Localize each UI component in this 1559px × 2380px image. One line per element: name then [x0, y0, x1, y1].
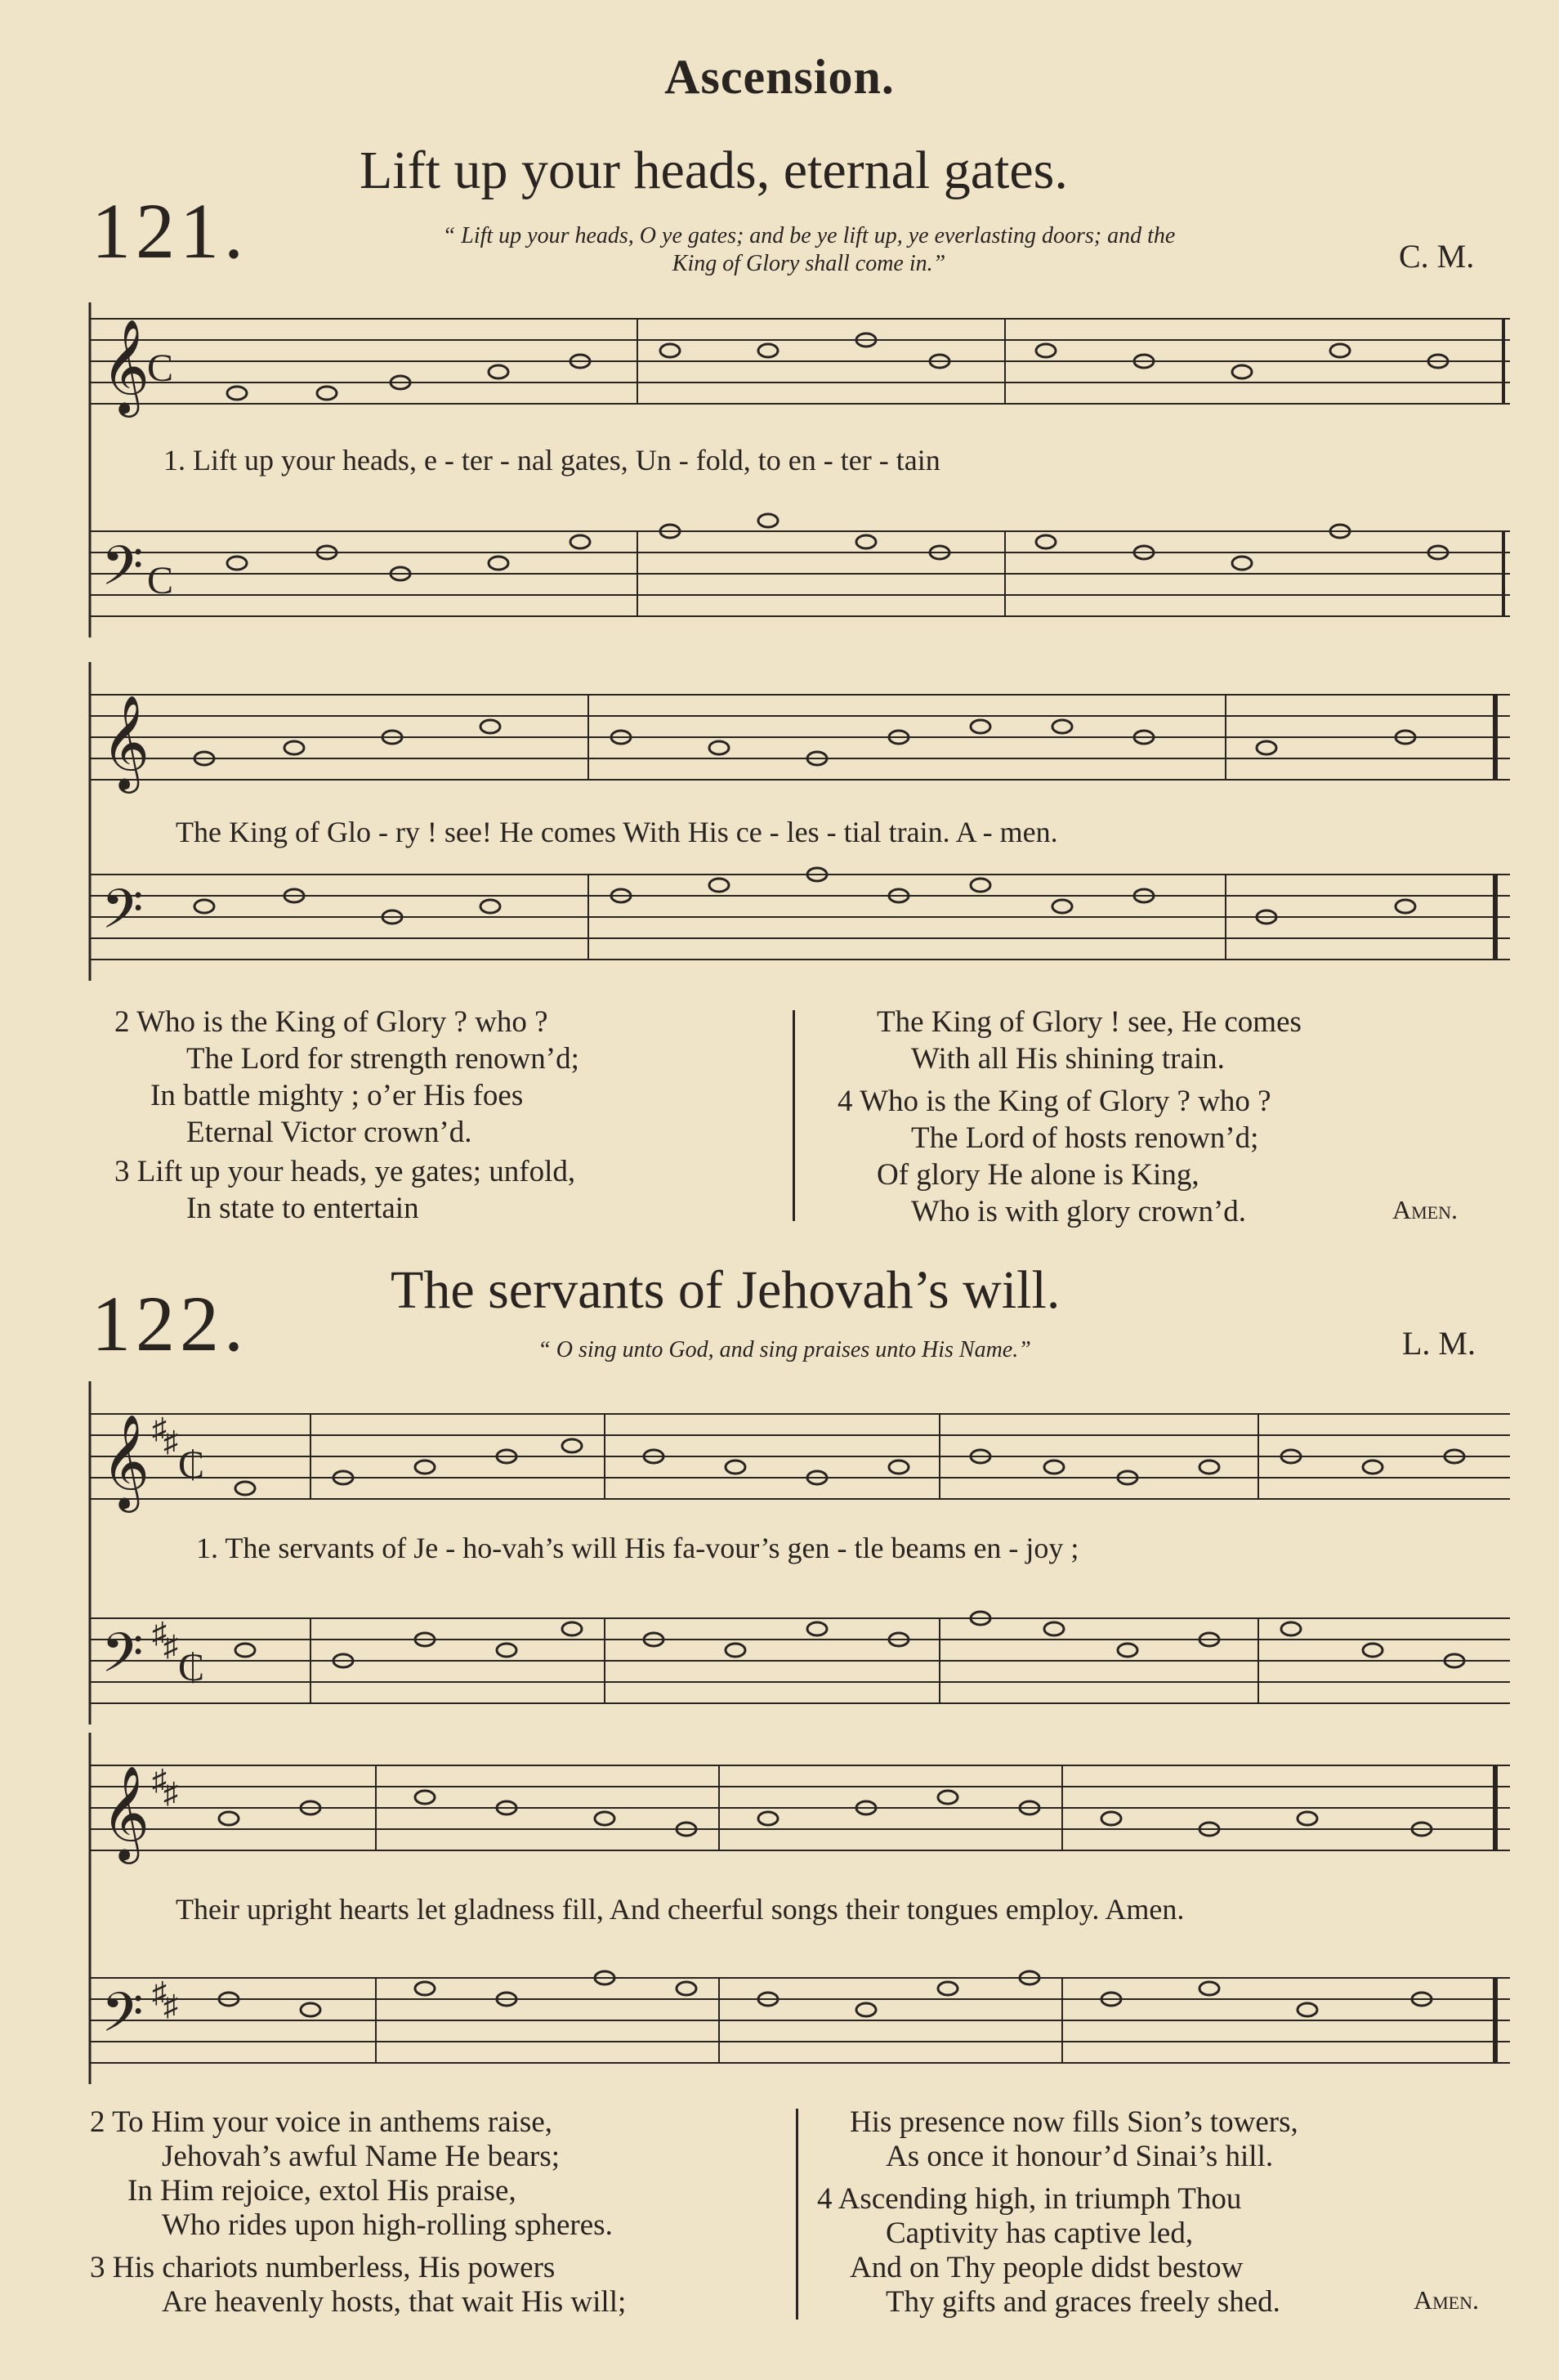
hymn-number: 122.: [92, 1280, 248, 1367]
verse-line: And on Thy people didst bestow: [850, 2251, 1244, 2284]
verse-line: As once it honour’d Sinai’s hill.: [886, 2140, 1274, 2173]
svg-text:♯: ♯: [163, 1630, 178, 1662]
verse-line: 4 Ascending high, in triumph Thou: [817, 2182, 1242, 2216]
verse-line: Eternal Victor crown’d.: [186, 1116, 472, 1149]
svg-text:♯: ♯: [152, 1764, 167, 1796]
svg-text:♯: ♯: [163, 1425, 178, 1458]
svg-text:C: C: [147, 559, 174, 602]
verse-column-left: [90, 2107, 793, 2321]
svg-text:♯: ♯: [163, 1777, 178, 1810]
verse-line: Jehovah’s awful Name He bears;: [162, 2140, 560, 2173]
svg-text:₵: ₵: [178, 1646, 205, 1689]
hymn-title: Lift up your heads, eternal gates.: [360, 141, 1068, 200]
verse-line: 2 To Him your voice in anthems raise,: [90, 2105, 553, 2139]
svg-text:𝄞: 𝄞: [101, 318, 150, 414]
hymn-meter: C. M.: [1399, 238, 1475, 275]
verse-line: In Him rejoice, extol His praise,: [127, 2174, 516, 2208]
verse-divider: [793, 1010, 795, 1221]
verse-line: 3 His chariots numberless, His powers: [90, 2251, 556, 2284]
hymn-meter: L. M.: [1402, 1325, 1476, 1362]
epigraph-line: “ O sing unto God, and sing praises unto His Name.”: [538, 1337, 1031, 1362]
verse-divider: [796, 2109, 798, 2320]
svg-text:₵: ₵: [178, 1443, 205, 1487]
verse-line: Captivity has captive led,: [886, 2217, 1194, 2250]
svg-text:♯: ♯: [152, 1976, 167, 2009]
epigraph-line: King of Glory shall come in.”: [672, 251, 946, 276]
svg-text:C: C: [147, 347, 174, 390]
verse-line: Thy gifts and graces freely shed.: [886, 2285, 1280, 2319]
verse-line: Who rides upon high-rolling spheres.: [162, 2208, 613, 2242]
verse-line: The Lord for strength renown’d;: [186, 1042, 579, 1076]
verse-line: Of glory He alone is King,: [877, 1158, 1199, 1192]
verse-line: His presence now fills Sion’s towers,: [850, 2105, 1298, 2139]
music-lyric-line: The King of Glo - ry ! see! He comes With His ce - les - tial train. A - men.: [176, 816, 1058, 848]
verse-line: In battle mighty ; o’er His foes: [150, 1079, 524, 1112]
svg-text:𝄢: 𝄢: [101, 1622, 144, 1698]
verse-line: Are heavenly hosts, that wait His will;: [162, 2285, 627, 2319]
verse-column-left: [114, 1007, 784, 1230]
hymn-number: 121.: [92, 187, 248, 275]
svg-text:𝄞: 𝄞: [101, 694, 150, 790]
verse-line: 2 Who is the King of Glory ? who ?: [114, 1005, 548, 1039]
epigraph-line: “ Lift up your heads, O ye gates; and be ye lift up, ye everlasting doors; and the: [442, 223, 1176, 248]
hymn-epigraph: [376, 1336, 1193, 1364]
svg-text:𝄢: 𝄢: [101, 535, 144, 611]
svg-text:♯: ♯: [152, 1412, 167, 1445]
verse-line: In state to entertain: [186, 1192, 419, 1225]
music-lyric-line: Their upright hearts let gladness fill, And cheerful songs their tongues employ. Amen.: [176, 1893, 1185, 1926]
music-lyric-line: 1. Lift up your heads, e - ter - nal gates, Un - fold, to en - ter - tain: [163, 444, 940, 476]
hymn-title: The servants of Jehovah’s will.: [391, 1260, 1061, 1320]
svg-text:𝄢: 𝄢: [101, 1981, 144, 2057]
svg-text:♯: ♯: [152, 1617, 167, 1649]
verse-line: Who is with glory crown’d.: [911, 1195, 1247, 1228]
verse-line: 3 Lift up your heads, ye gates; unfold,: [114, 1155, 576, 1188]
amen-label: Amen.: [1414, 2285, 1479, 2315]
svg-text:𝄞: 𝄞: [101, 1413, 150, 1509]
svg-text:𝄢: 𝄢: [101, 878, 144, 954]
svg-text:𝄞: 𝄞: [101, 1765, 150, 1860]
music-lyric-line: 1. The servants of Je - ho-vah’s will His fa-vour’s gen - tle beams en - joy ;: [196, 1532, 1079, 1564]
hymn-epigraph: [278, 222, 1340, 278]
verse-line: With all His shining train.: [911, 1042, 1225, 1076]
verse-line: The King of Glory ! see, He comes: [877, 1005, 1302, 1039]
section-title: Ascension.: [664, 50, 895, 104]
svg-text:♯: ♯: [163, 1989, 178, 2022]
verse-line: The Lord of hosts renown’d;: [911, 1121, 1259, 1155]
verse-line: 4 Who is the King of Glory ? who ?: [838, 1085, 1271, 1118]
amen-label: Amen.: [1392, 1195, 1458, 1224]
